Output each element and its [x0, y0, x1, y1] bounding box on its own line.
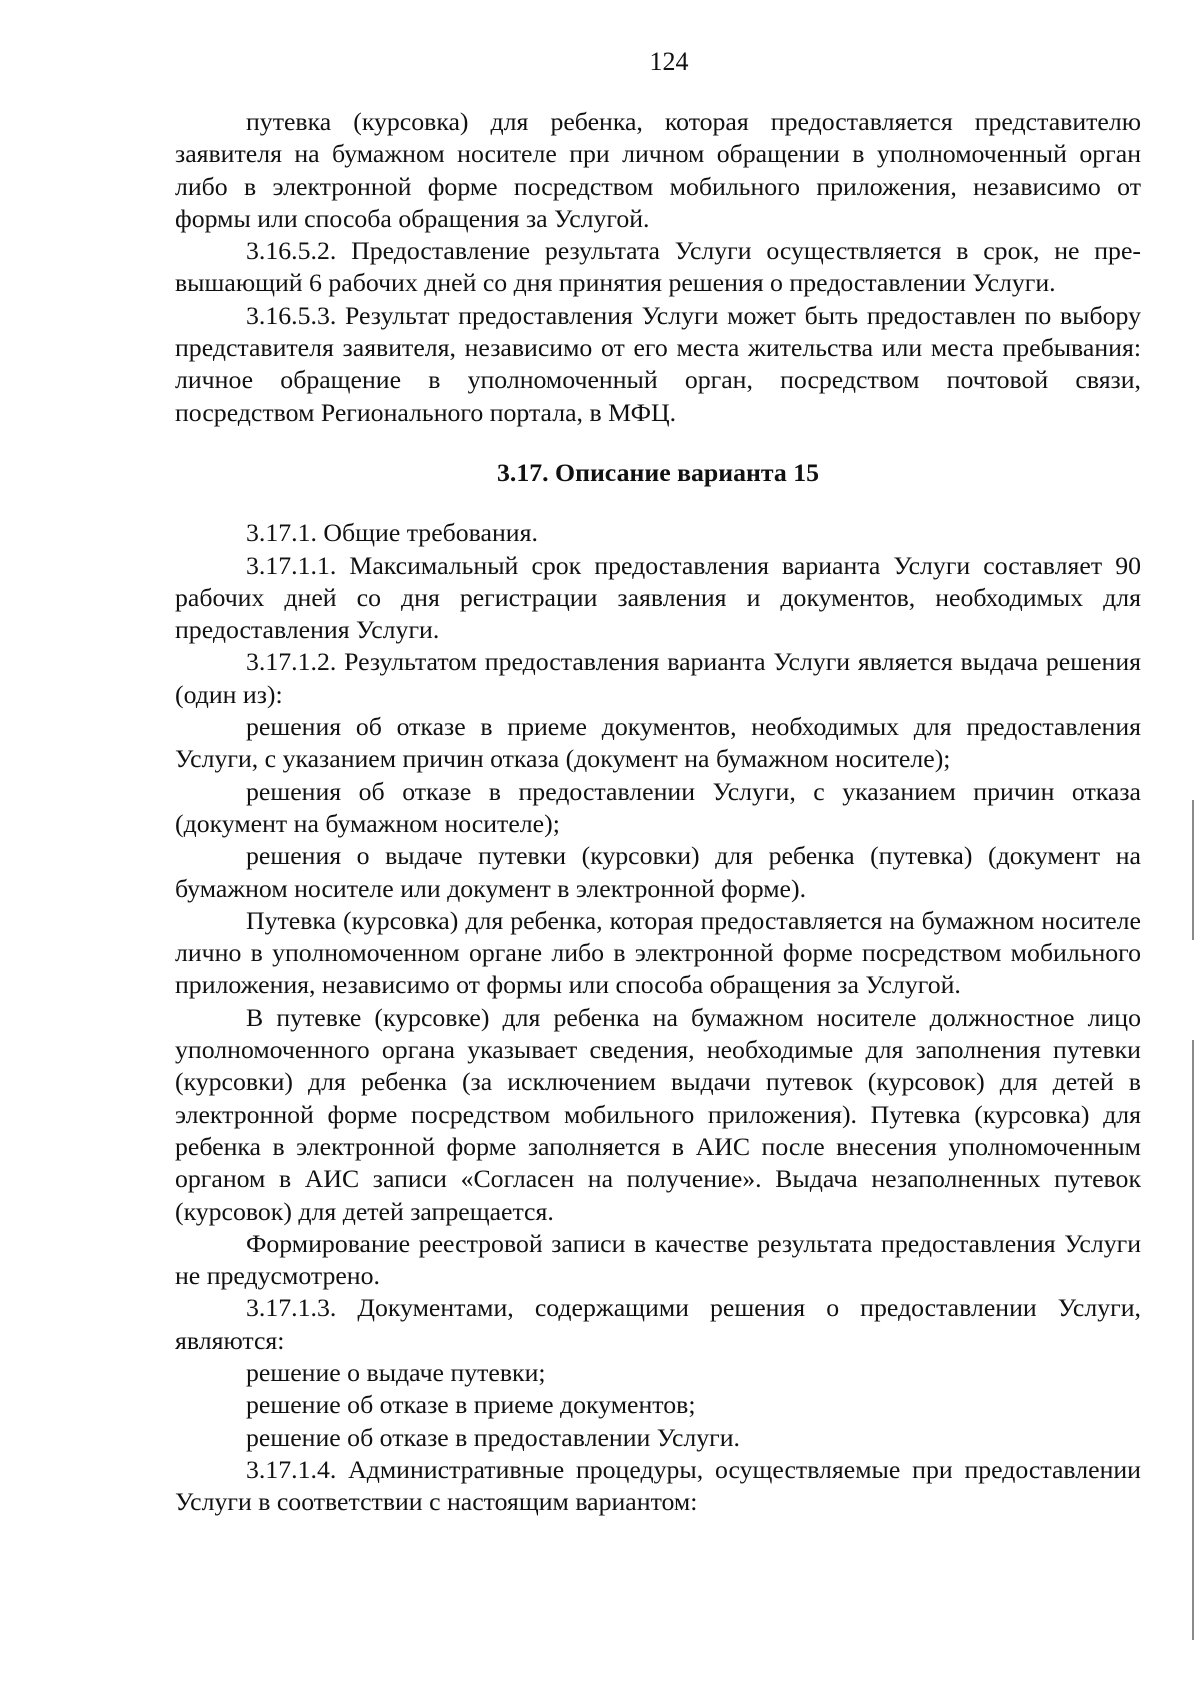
paragraph-voucher-continuation: путевка (курсовка) для ребенка, которая предоставляется представителю заявителя на бумажном носителе при личном обращении в уполномоченный орган либо в электронной форме посредством мобильного приложения, независимо от формы или способа обращения за Услугой.	[175, 107, 1141, 233]
paragraph-3-17-1-3: 3.17.1.3. Документами, содержащими решения о предоставлении Услуги, являются:	[175, 1293, 1141, 1355]
paragraph-voucher-filling: В путевке (курсовке) для ребенка на бумажном носителе должностное лицо уполномоченного органа указывает сведения, необходимые для заполнения путевки (курсовки) для ребенка (за исключением выдачи путевок (курсовок) для детей в электронной форме посредством мобильного приложения). Путевка (курсовка) для ребенка в электронной форме заполняется в АИС после внесения уполномоченным органом в АИС записи «Согласен на получение». Выдача незаполненных путевок (курсовок) для детей запрещается.	[175, 1002, 1141, 1226]
paragraph-3-16-5-3: 3.16.5.3. Результат предоставления Услуги может быть предоставлен по выбору представителя заявителя, независимо от его места жительства или места пребывания: личное обращение в уполномоченный орган, посредством почтовой связи, посредством Регионального портала, в МФЦ.	[175, 300, 1141, 427]
section-heading-3-17: 3.17. Описание варианта 15	[496, 457, 820, 487]
page-number: 124	[649, 47, 689, 76]
list-item-refusal-service: решения об отказе в предоставлении Услуги, с указанием причин отказа (документ на бумажном носителе);	[175, 776, 1141, 838]
scan-edge-line	[1192, 800, 1194, 940]
scan-edge-line	[1192, 1040, 1194, 1640]
document-body	[175, 106, 1141, 1518]
paragraph-3-17-1-1: 3.17.1.1. Максимальный срок предоставления варианта Услуги составляет 90 рабочих дней со дня регистрации заявления и документов, необходимых для предоставления Услуги.	[175, 550, 1141, 645]
list-item-refusal-acceptance: решения об отказе в приеме документов, необходимых для предоставления Услуги, с указанием причин отказа (документ на бумажном носителе);	[175, 712, 1141, 774]
paragraph-registry-record: Формирование реестровой записи в качестве результата предоставления Услуги не предусмотрено.	[175, 1228, 1141, 1291]
list-item-decision-refusal-acceptance: решение об отказе в приеме документов;	[246, 1390, 696, 1420]
list-item-decision-voucher: решение о выдаче путевки;	[246, 1357, 546, 1387]
list-item-decision-refusal-service: решение об отказе в предоставлении Услуги.	[246, 1422, 741, 1452]
paragraph-3-17-1-4: 3.17.1.4. Административные процедуры, осуществляемые при предоставлении Услуги в соответствии с настоящим вариантом:	[175, 1454, 1141, 1517]
paragraph-3-17-1: 3.17.1. Общие требования.	[246, 518, 538, 548]
list-item-voucher-decision: решения о выдаче путевки (курсовки) для ребенка (путевка) (документ на бумажном носителе или документ в электронной форме).	[175, 841, 1141, 903]
paragraph-voucher-issue: Путевка (курсовка) для ребенка, которая предоставляется на бумажном носителе лично в уполномоченном органе либо в электронной форме посредством мобильного приложения, независимо от формы или способа обращения за Услугой.	[175, 905, 1141, 1000]
paragraph-3-17-1-2: 3.17.1.2. Результатом предоставления варианта Услуги является выдача решения (один из):	[175, 647, 1141, 709]
paragraph-3-16-5-2: 3.16.5.2. Предоставление результата Услуги осуществляется в срок, не превышающий 6 рабочих дней со дня принятия решения о предоставлении Услуги.	[175, 236, 1141, 298]
